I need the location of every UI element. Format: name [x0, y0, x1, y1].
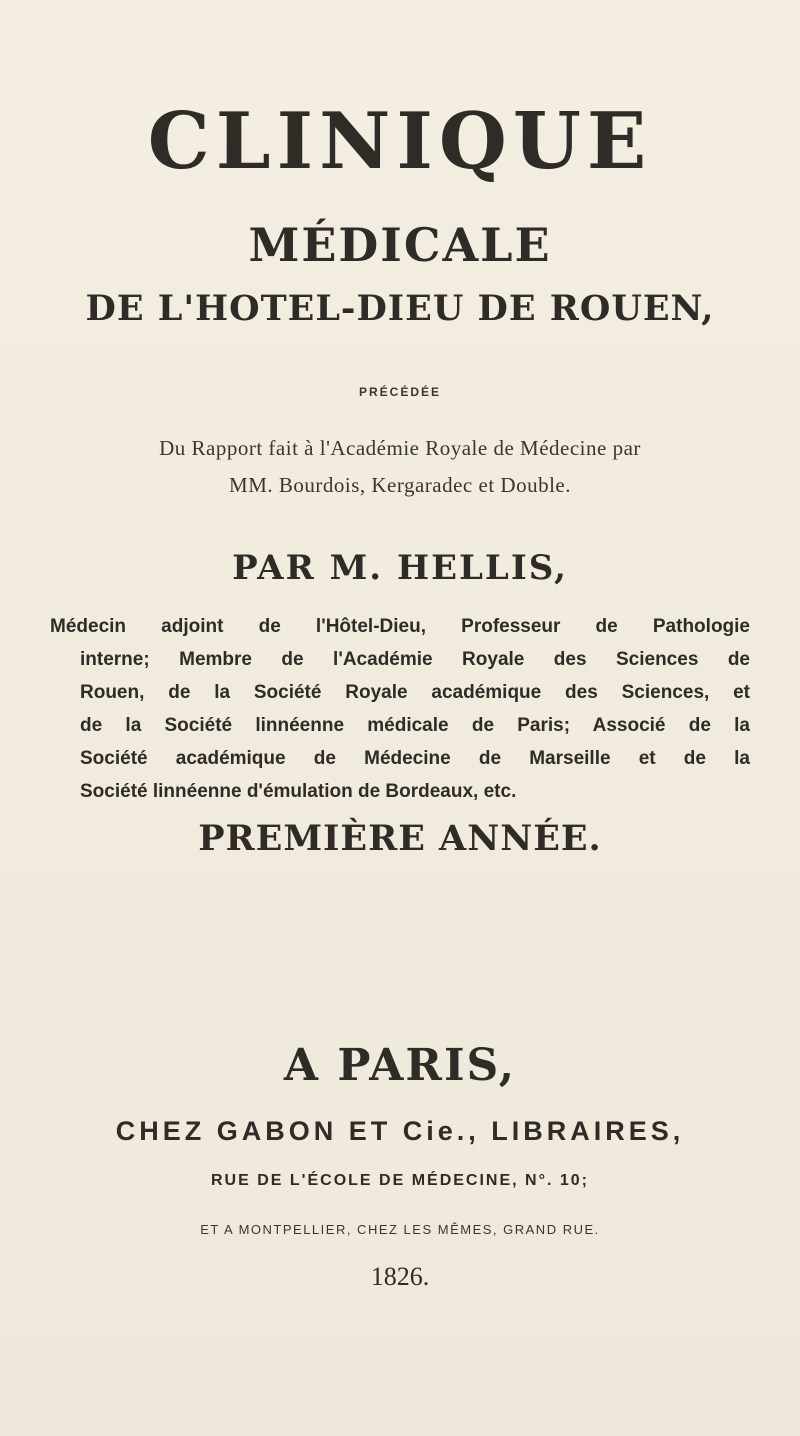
imprint-city: A PARIS,	[283, 1040, 517, 1091]
preface-text	[0, 430, 800, 504]
imprint-second-location: ET A MONTPELLIER, CHEZ LES MÊMES, GRAND RUE.	[200, 1222, 600, 1237]
bio-line: interne; Membre de l'Académie Royale des Sciences de	[80, 649, 750, 670]
imprint-publisher: CHEZ GABON ET Cie., LIBRAIRES,	[115, 1116, 685, 1146]
bio-line: Société académique de Médecine de Marseille et de la	[80, 748, 750, 769]
imprint-year: 1826.	[370, 1262, 430, 1291]
title-line-hotel-dieu: DE L'HOTEL-DIEU DE ROUEN,	[85, 288, 715, 329]
preface-label: PRÉCÉDÉE	[358, 385, 442, 399]
bio-line: Société linnéenne d'émulation de Bordeaux, etc.	[80, 781, 517, 802]
author-name: PAR M. HELLIS,	[232, 548, 568, 588]
author-bio	[50, 610, 750, 808]
bio-line: de la Société linnéenne médicale de Paris; Associé de la	[80, 715, 750, 736]
preface-line-2: MM. Bourdois, Kergaradec et Double.	[229, 473, 571, 497]
title-line-medicale: MÉDICALE	[248, 218, 552, 272]
title-line-clinique: CLINIQUE	[147, 96, 653, 187]
edition-label: PREMIÈRE ANNÉE.	[198, 818, 602, 859]
bio-line: Rouen, de la Société Royale académique des Sciences, et	[80, 682, 750, 703]
bio-line: Médecin adjoint de l'Hôtel-Dieu, Professeur de Pathologie	[50, 616, 750, 637]
preface-line-1: Du Rapport fait à l'Académie Royale de Médecine par	[159, 436, 641, 460]
imprint-address: RUE DE L'ÉCOLE DE MÉDECINE, N°. 10;	[210, 1172, 590, 1189]
